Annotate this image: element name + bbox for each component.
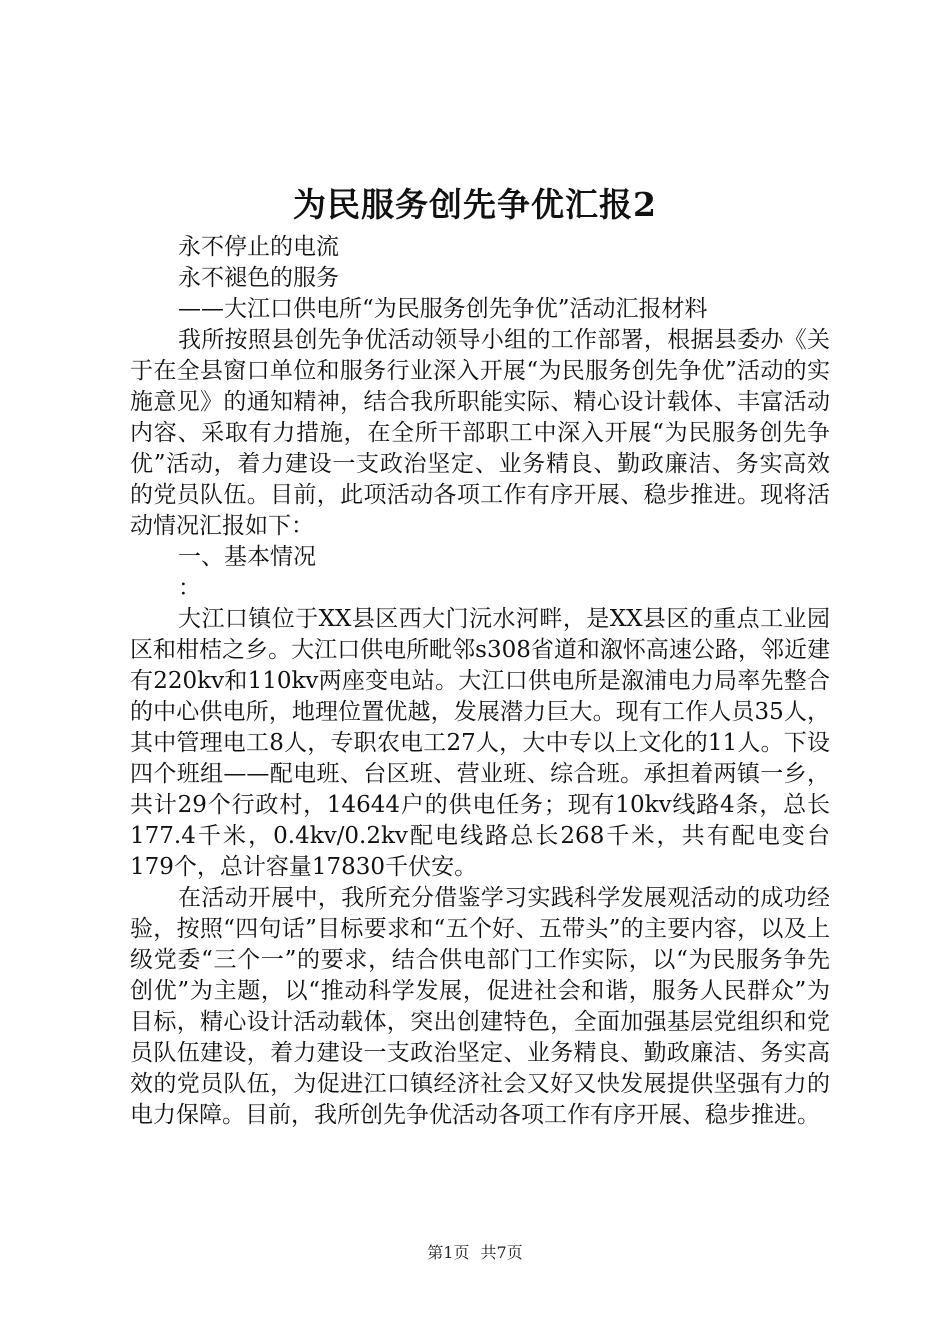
section-heading: 一、基本情况 [178, 544, 316, 570]
page-number: 第1页 [427, 1243, 470, 1262]
activity-paragraph: 在活动开展中，我所充分借鉴学习实践科学发展观活动的成功经验，按照“四句话”目标要求和“五个好、五带头”的主要内容，以及上级党委“三个一”的要求，结合供电部门工作实际，以“为民服务争先创优”为主题，以“推动科学发展，促进社会和谐，服务人民群众”为目标，精心设计活动载体，突出创建特色，全面加强基层党组织和党员队伍建设，着力建设一支政治坚定、业务精良、勤政廉洁、务实高效的党员队伍，为促进江口镇经济社会又好又快发展提供坚强有力的电力保障。目前，我所创先争优活动各项工作有序开展、稳步推进。 [130, 885, 830, 1128]
page-footer [0, 1242, 950, 1264]
document-title: 为民服务创先争优汇报2 [293, 185, 657, 224]
page-total: 共7页 [480, 1243, 523, 1262]
subtitle-line-1: 永不停止的电流 [178, 234, 339, 260]
subtitle-line-2: 永不褪色的服务 [178, 265, 339, 291]
intro-paragraph: 我所按照县创先争优活动领导小组的工作部署，根据县委办《关于在全县窗口单位和服务行业深入开展“为民服务创先争优”活动的实施意见》的通知精神，结合我所职能实际、精心设计载体、丰富活动内容、采取有力措施，在全所干部职工中深入开展“为民服务创先争优”活动，着力建设一支政治坚定、业务精良、勤政廉洁、务实高效的党员队伍。目前，此项活动各项工作有序开展、稳步推进。现将活动情况汇报如下： [130, 327, 830, 539]
subtitle-line-3: ——大江口供电所“为民服务创先争优”活动汇报材料 [178, 296, 708, 322]
document-body [130, 232, 830, 1131]
section-colon: ： [178, 575, 201, 601]
basic-info-paragraph: 大江口镇位于XX县区西大门沅水河畔，是XX县区的重点工业园区和柑桔之乡。大江口供电所毗邻s308省道和溆怀高速公路，邻近建有220kv和110kv两座变电站。大江口供电所是溆浦电力局率先整合的中心供电所，地理位置优越，发展潜力巨大。现有工作人员35人，其中管理电工8人，专职农电工27人，大中专以上文化的11人。下设四个班组——配电班、台区班、营业班、综合班。承担着两镇一乡，共计29个行政村，14644户的供电任务；现有10kv线路4条，总长177.4千米，0.4kv/0.2kv配电线路总长268千米，共有配电变台179个，总计容量17830千伏安。 [130, 606, 830, 880]
